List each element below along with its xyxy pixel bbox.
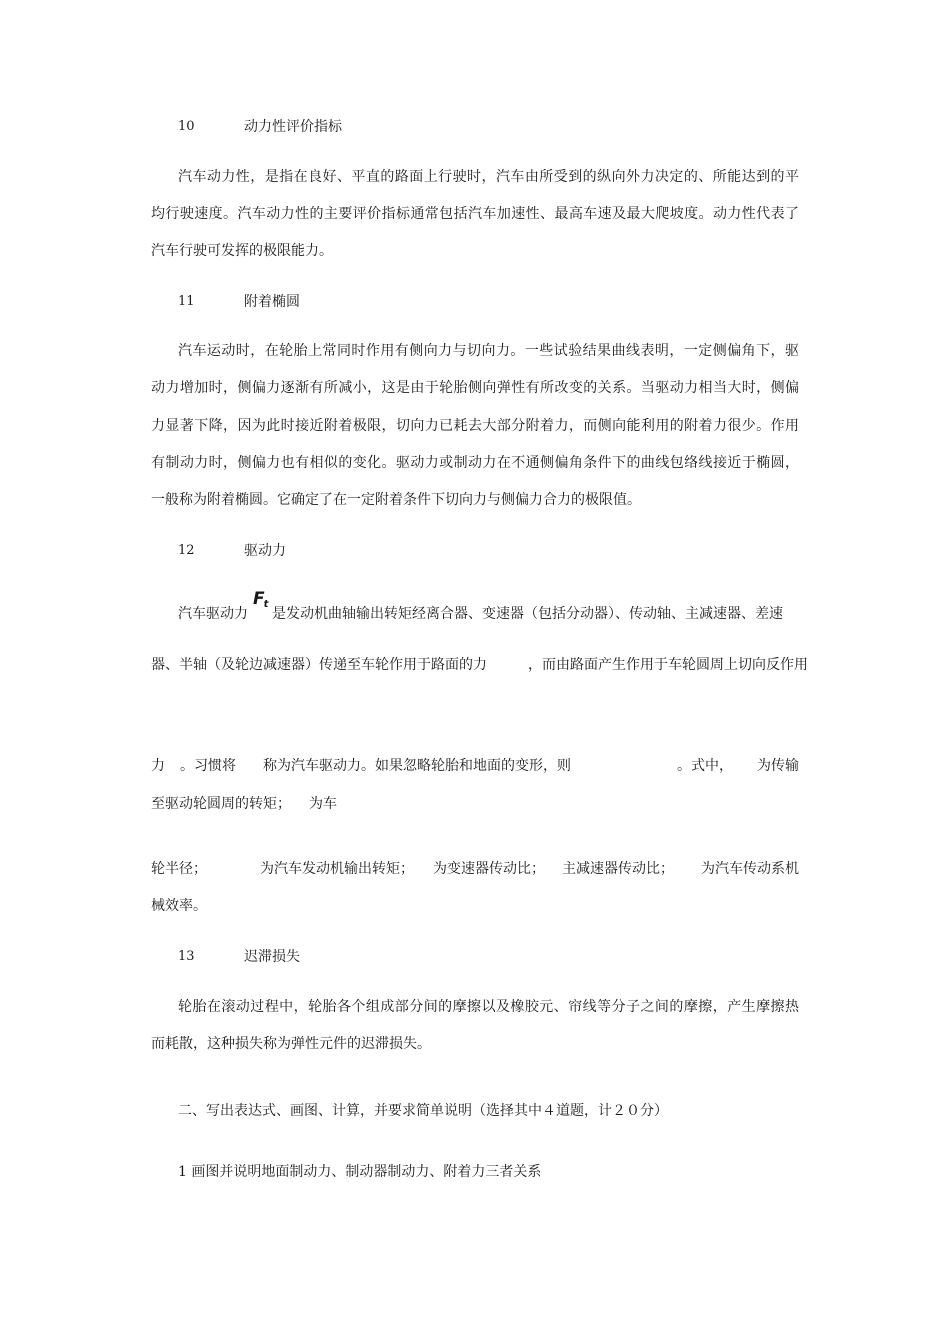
text-fragment: 。习惯将 (180, 758, 236, 774)
paragraph-line: 是发动机曲轴输出转矩经离合器、变速器（包括分动器）、传动轴、主减速器、差速 (272, 606, 783, 622)
text-fragment: 称为汽车驱动力。如果忽略轮胎和地面的变形，则 (263, 758, 571, 774)
paragraph-line: 汽车驱动力 (178, 606, 248, 622)
paragraph-line: 汽车行驶可发挥的极限能力。 (151, 243, 333, 259)
paragraph-line: 轮胎在滚动过程中，轮胎各个组成部分间的摩擦以及橡胶元、帘线等分子之间的摩擦，产生摩擦热 (178, 999, 799, 1015)
paragraph-line: 力显著下降，因为此时接近附着极限，切向力已耗去大部分附着力，而侧向能利用的附着力很少。作用 (151, 418, 799, 434)
section-title: 附着椭圆 (244, 294, 300, 310)
formula-subscript: t (263, 599, 269, 610)
text-fragment: 。式中， (677, 758, 733, 774)
section-title: 动力性评价指标 (244, 119, 342, 135)
paragraph-line: ，而由路面产生作用于车轮圆周上切向反作用 (528, 657, 808, 673)
text-fragment: 至驱动轮圆周的转矩； (151, 796, 291, 812)
paragraph-line: 一般称为附着椭圆。它确定了在一定附着条件下切向力与侧偏力合力的极限值。 (151, 492, 641, 508)
section-title: 驱动力 (244, 543, 286, 559)
text-fragment: 主减速器传动比； (562, 861, 674, 877)
formula-ft-icon (253, 589, 269, 609)
paragraph-line: 而耗散，这种损失称为弹性元件的迟滞损失。 (151, 1036, 431, 1052)
question-item: 1 画图并说明地面制动力、制动器制动力、附着力三者关系 (178, 1164, 542, 1180)
text-fragment: 为汽车传动系机 (701, 861, 799, 877)
text-fragment: 力 (151, 758, 165, 774)
paragraph-line: 均行驶速度。汽车动力性的主要评价指标通常包括汽车加速性、最高车速及最大爬坡度。动力性代表了 (151, 206, 799, 222)
text-fragment: 为传输 (757, 758, 799, 774)
section-number: 13 (178, 949, 195, 964)
paragraph-line: 动力增加时，侧偏力逐渐有所减小，这是由于轮胎侧向弹性有所改变的关系。当驱动力相当大时，侧偏 (151, 380, 799, 396)
paragraph-line: 汽车运动时，在轮胎上常同时作用有侧向力与切向力。一些试验结果曲线表明，一定侧偏角下，驱 (178, 343, 799, 359)
text-fragment: 为变速器传动比； (433, 861, 545, 877)
section-number: 12 (178, 543, 195, 558)
paragraph-line: 汽车动力性，是指在良好、平直的路面上行驶时，汽车由所受到的纵向外力决定的、所能达到的平 (178, 169, 799, 185)
text-fragment: 为汽车发动机输出转矩； (260, 861, 414, 877)
text-fragment: 械效率。 (151, 898, 207, 914)
text-fragment: 为车 (309, 796, 337, 812)
paragraph-line: 有制动力时，侧偏力也有相似的变化。驱动力或制动力在不通侧偏角条件下的曲线包络线接近于椭圆， (151, 455, 799, 471)
section-number: 10 (178, 119, 195, 134)
section-number: 11 (178, 294, 195, 309)
part-heading: 二、写出表达式、画图、计算，并要求简单说明（选择其中４道题，计２０分） (178, 1103, 668, 1119)
text-fragment: 轮半径； (151, 861, 207, 877)
paragraph-line: 器、半轴（及轮边减速器）传递至车轮作用于路面的力 (151, 657, 487, 673)
formula-base: F (253, 589, 265, 609)
section-title: 迟滞损失 (244, 949, 300, 965)
